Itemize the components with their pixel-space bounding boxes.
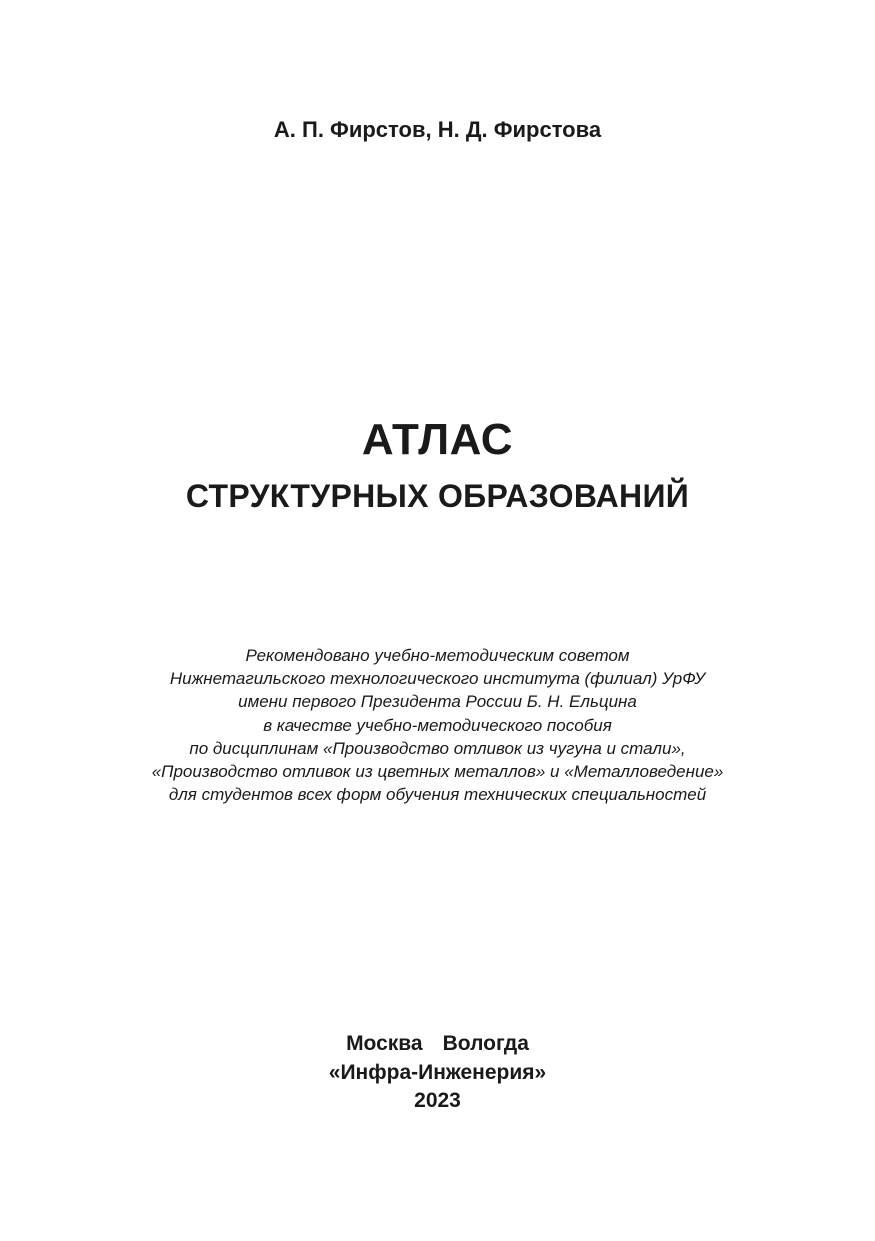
imprint-city-vologda: Вологда <box>442 1032 529 1055</box>
book-subtitle: СТРУКТУРНЫХ ОБРАЗОВАНИЙ <box>185 478 690 514</box>
recommendation-line: «Производство отливок из цветных металлов» и «Металловедение» <box>151 762 724 782</box>
book-title: АТЛАС <box>361 415 514 464</box>
imprint-block <box>0 1030 875 1116</box>
recommendation-line: имени первого Президента России Б. Н. Ельцина <box>238 692 637 712</box>
recommendation-line: Рекомендовано учебно-методическим советом <box>245 646 630 665</box>
recommendation-line: в качестве учебно-методического пособия <box>263 715 612 735</box>
imprint-cities <box>0 1030 875 1059</box>
recommendation-line: Нижнетагильского технологического института (филиал) УрФУ <box>169 669 706 689</box>
recommendation-line: по дисциплинам «Производство отливок из чугуна и стали», <box>189 738 686 758</box>
recommendation-line: для студентов всех форм обучения технических специальностей <box>168 785 707 805</box>
recommendation-block <box>0 644 875 806</box>
imprint-year: 2023 <box>414 1089 461 1112</box>
imprint-city-moscow: Москва <box>346 1032 423 1055</box>
imprint-publisher: «Инфра-Инженерия» <box>328 1060 547 1084</box>
authors: А. П. Фирстов, Н. Д. Фирстова <box>273 117 602 142</box>
